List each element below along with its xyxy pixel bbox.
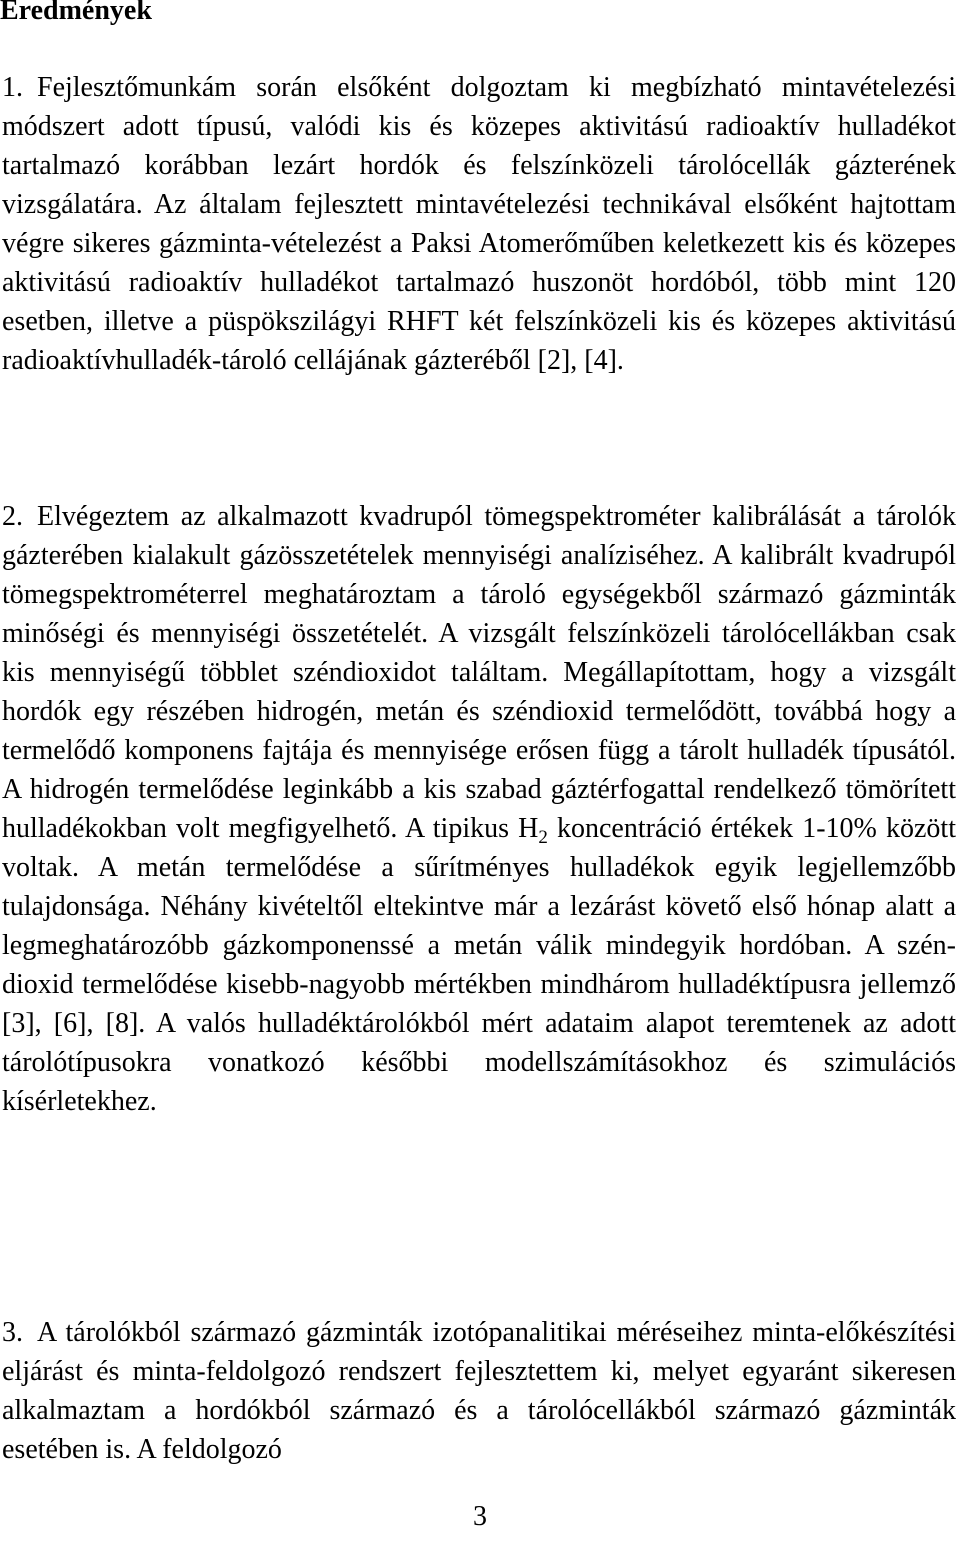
paragraph-number: 3. bbox=[2, 1317, 23, 1348]
paragraph-number: 2. bbox=[2, 501, 23, 532]
paragraph-text-after-subscript: koncentráció értékek 1-10% között voltak. A metán termelődése a sűrítményes hulladékok egyik legjellemzőbb tulajdonsága. Néhány kivételtől eltekintve már a lezárást követő első hónap alatt a legmeghatározóbb gázkomponenssé a metán válik mindegyik hordóban. A szén-dioxid termelődése kisebb-nagyobb mértékben mindhárom hulladéktípusra jellemző [3], [6], [8]. A valós hulladéktárolókból mért adataim alapot teremtenek az adott tárolótípusokra vonatkozó későbbi modellszámításokhoz és szimulációs kísérletekhez. bbox=[2, 813, 956, 1117]
result-paragraph-1 bbox=[2, 68, 956, 380]
paragraph-text: Fejlesztőmunkám során elsőként dolgoztam ki megbízható mintavételezési módszert adott típusú, valódi kis és közepes aktivitású radioaktív hulladékot tartalmazó korábban lezárt hordók és felszínközeli tárolócellák gázterének vizsgálatára. Az általam fejlesztett mintavételezési technikával elsőként hajtottam végre sikeres gázminta-vételezést a Paksi Atomerőműben keletkezett kis és közepes aktivitású radioaktív hulladékot tartalmazó huszonöt hordóból, több mint 120 esetben, illetve a püspökszilágyi RHFT két felszínközeli kis és közepes aktivitású radioaktívhulladék-tároló cellájának gázteréből [2], [4]. bbox=[2, 72, 956, 376]
subscript-digit: 2 bbox=[538, 827, 548, 848]
page-number: 3 bbox=[473, 1501, 487, 1532]
result-paragraph-3 bbox=[2, 1313, 956, 1469]
paragraph-text-before-subscript: Elvégeztem az alkalmazott kvadrupól tömegspektrométer kalibrálását a tárolók gázterében kialakult gázösszetételek mennyiségi analíziséhez. A kalibrált kvadrupól tömegspektrométerrel meghatároztam a tároló egységekből származó gázminták minőségi és mennyiségi összetételét. A vizsgált felszínközeli tárolócellákban csak kis mennyiségű többlet széndioxidot találtam. Megállapítottam, hogy a vizsgált hordók egy részében hidrogén, metán és széndioxid termelődött, továbbá hogy a termelődő komponens fajtája és mennyisége erősen függ a tárolt hulladék típusától. A hidrogén termelődése leginkább a kis szabad gáztérfogattal rendelkező tömörített hulladékokban volt megfigyelhető. A tipikus H bbox=[2, 501, 956, 844]
result-paragraph-2 bbox=[2, 497, 956, 1121]
section-heading: Eredmények bbox=[0, 0, 152, 26]
paragraph-number: 1. bbox=[2, 72, 23, 103]
paragraph-text: A tárolókból származó gázminták izotópanalitikai méréseihez minta-előkészítési eljárást és minta-feldolgozó rendszert fejlesztettem ki, melyet egyaránt sikeresen alkalmaztam a hordókból származó és a tárolócellákból származó gázminták esetében is. A feldolgozó bbox=[2, 1317, 956, 1465]
